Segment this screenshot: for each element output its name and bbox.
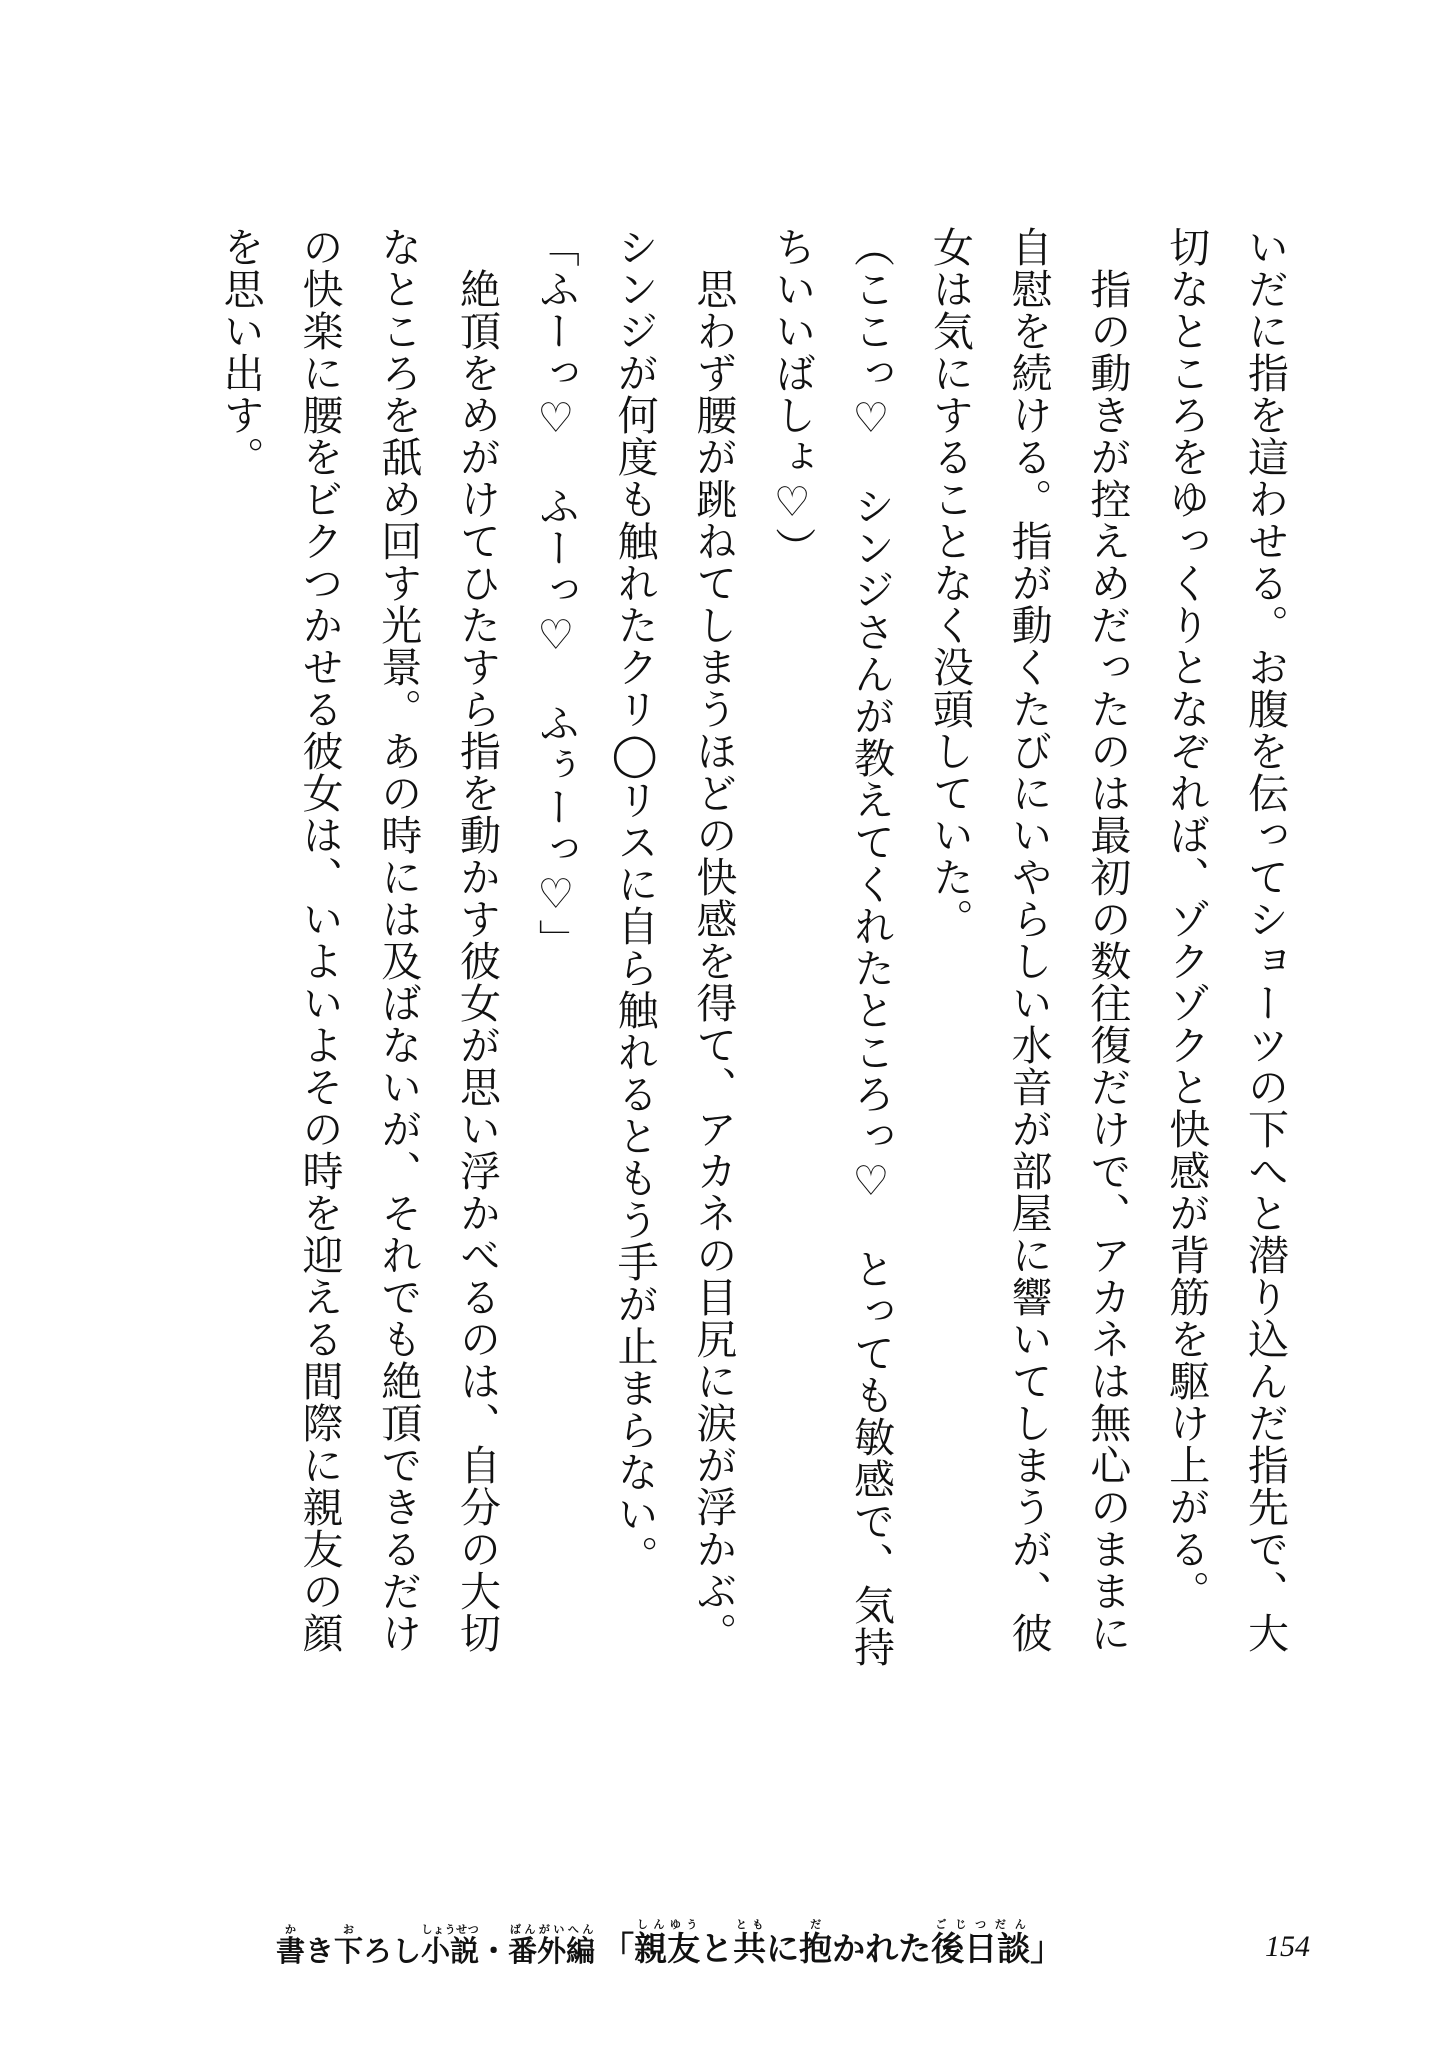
furigana: しんゆう (634, 1918, 701, 1931)
furigana: お (334, 1923, 364, 1936)
base-text: 小説 (421, 1934, 480, 1968)
base-text: ろし (363, 1934, 422, 1968)
text-line: を思い出す。 (216, 226, 265, 478)
ruby-segment (334, 1923, 364, 1968)
furigana: か (276, 1923, 305, 1936)
text-line: 自慰を続ける。指が動くたびにいやらしい水音が部屋に響いてしまうが、彼 (1004, 226, 1053, 1654)
ruby-segment (1030, 1929, 1063, 1968)
base-text: かれた (832, 1929, 932, 1968)
ruby-segment (634, 1918, 701, 1968)
ruby-segment (305, 1934, 334, 1968)
ruby-segment (700, 1929, 733, 1968)
furigana: だ (799, 1918, 833, 1931)
body-text (200, 226, 1304, 1686)
ruby-segment (601, 1929, 634, 1968)
footer-story-title (601, 1918, 1063, 1970)
furigana: ばんがいへん (508, 1923, 596, 1936)
text-line: 絶頂をめがけてひたすら指を動かす彼女が思い浮かべるのは、自分の大切 (453, 226, 502, 1654)
ruby-segment (832, 1929, 931, 1968)
ruby-segment (276, 1923, 306, 1968)
furigana: しょうせつ (421, 1923, 480, 1936)
ruby-segment (479, 1934, 508, 1968)
ruby-segment (421, 1923, 480, 1968)
base-text: ・ (479, 1934, 509, 1968)
text-line: 指の動きが控えめだったのは最初の数往復だけで、アカネは無心のままに (1083, 226, 1132, 1654)
text-line: なところを舐め回す光景。あの時には及ばないが、それでも絶頂できるだけ (374, 226, 423, 1654)
base-text: き (305, 1934, 335, 1968)
base-text: と (700, 1929, 734, 1968)
furigana: とも (733, 1918, 767, 1931)
text-line: ちいいばしょ♡） (768, 226, 817, 569)
base-text: 親友 (634, 1929, 701, 1968)
base-text: 書 (276, 1934, 306, 1968)
base-text: 抱 (799, 1929, 833, 1968)
ruby-segment (931, 1918, 1031, 1968)
ruby-segment (799, 1918, 833, 1968)
base-text: 番外編 (508, 1934, 596, 1968)
base-text: 共 (733, 1929, 767, 1968)
base-text: 「 (601, 1929, 635, 1968)
text-line: 女は気にすることなく没頭していた。 (925, 226, 974, 940)
ruby-segment (508, 1923, 596, 1968)
text-line: シンジが何度も触れたクリ◯リスに自ら触れるともう手が止まらない。 (610, 226, 659, 1577)
text-line: の快楽に腰をビクつかせる彼女は、いよいよその時を迎える間際に親友の顔 (295, 226, 344, 1654)
base-text: 」 (1030, 1929, 1064, 1968)
furigana: ごじつだん (931, 1918, 1031, 1931)
base-text: 下 (334, 1934, 364, 1968)
ruby-segment (363, 1934, 421, 1968)
base-text: 後日談 (931, 1929, 1031, 1968)
footer-series-label (276, 1923, 595, 1970)
text-line: いだに指を這わせる。お腹を伝ってショーツの下へと潜り込んだ指先で、大 (1241, 226, 1289, 1654)
text-line: 思わず腰が跳ねてしまうほどの快感を得て、アカネの目尻に涙が浮かぶ。 (689, 226, 738, 1654)
page-number: 154 (1265, 1930, 1310, 1963)
ruby-segment (733, 1918, 767, 1968)
text-line: 切なところをゆっくりとなぞれば、ゾクゾクと快感が背筋を駆け上がる。 (1162, 226, 1211, 1612)
text-line: （ここっ♡ シンジさんが教えてくれたところっ♡ とっても敏感で、気持 (847, 226, 896, 1668)
ruby-segment (766, 1929, 799, 1968)
running-footer (276, 1918, 1236, 1970)
base-text: に (766, 1929, 800, 1968)
text-line: 「ふーっ♡ ふーっ♡ ふぅーっ♡」 (531, 226, 580, 961)
